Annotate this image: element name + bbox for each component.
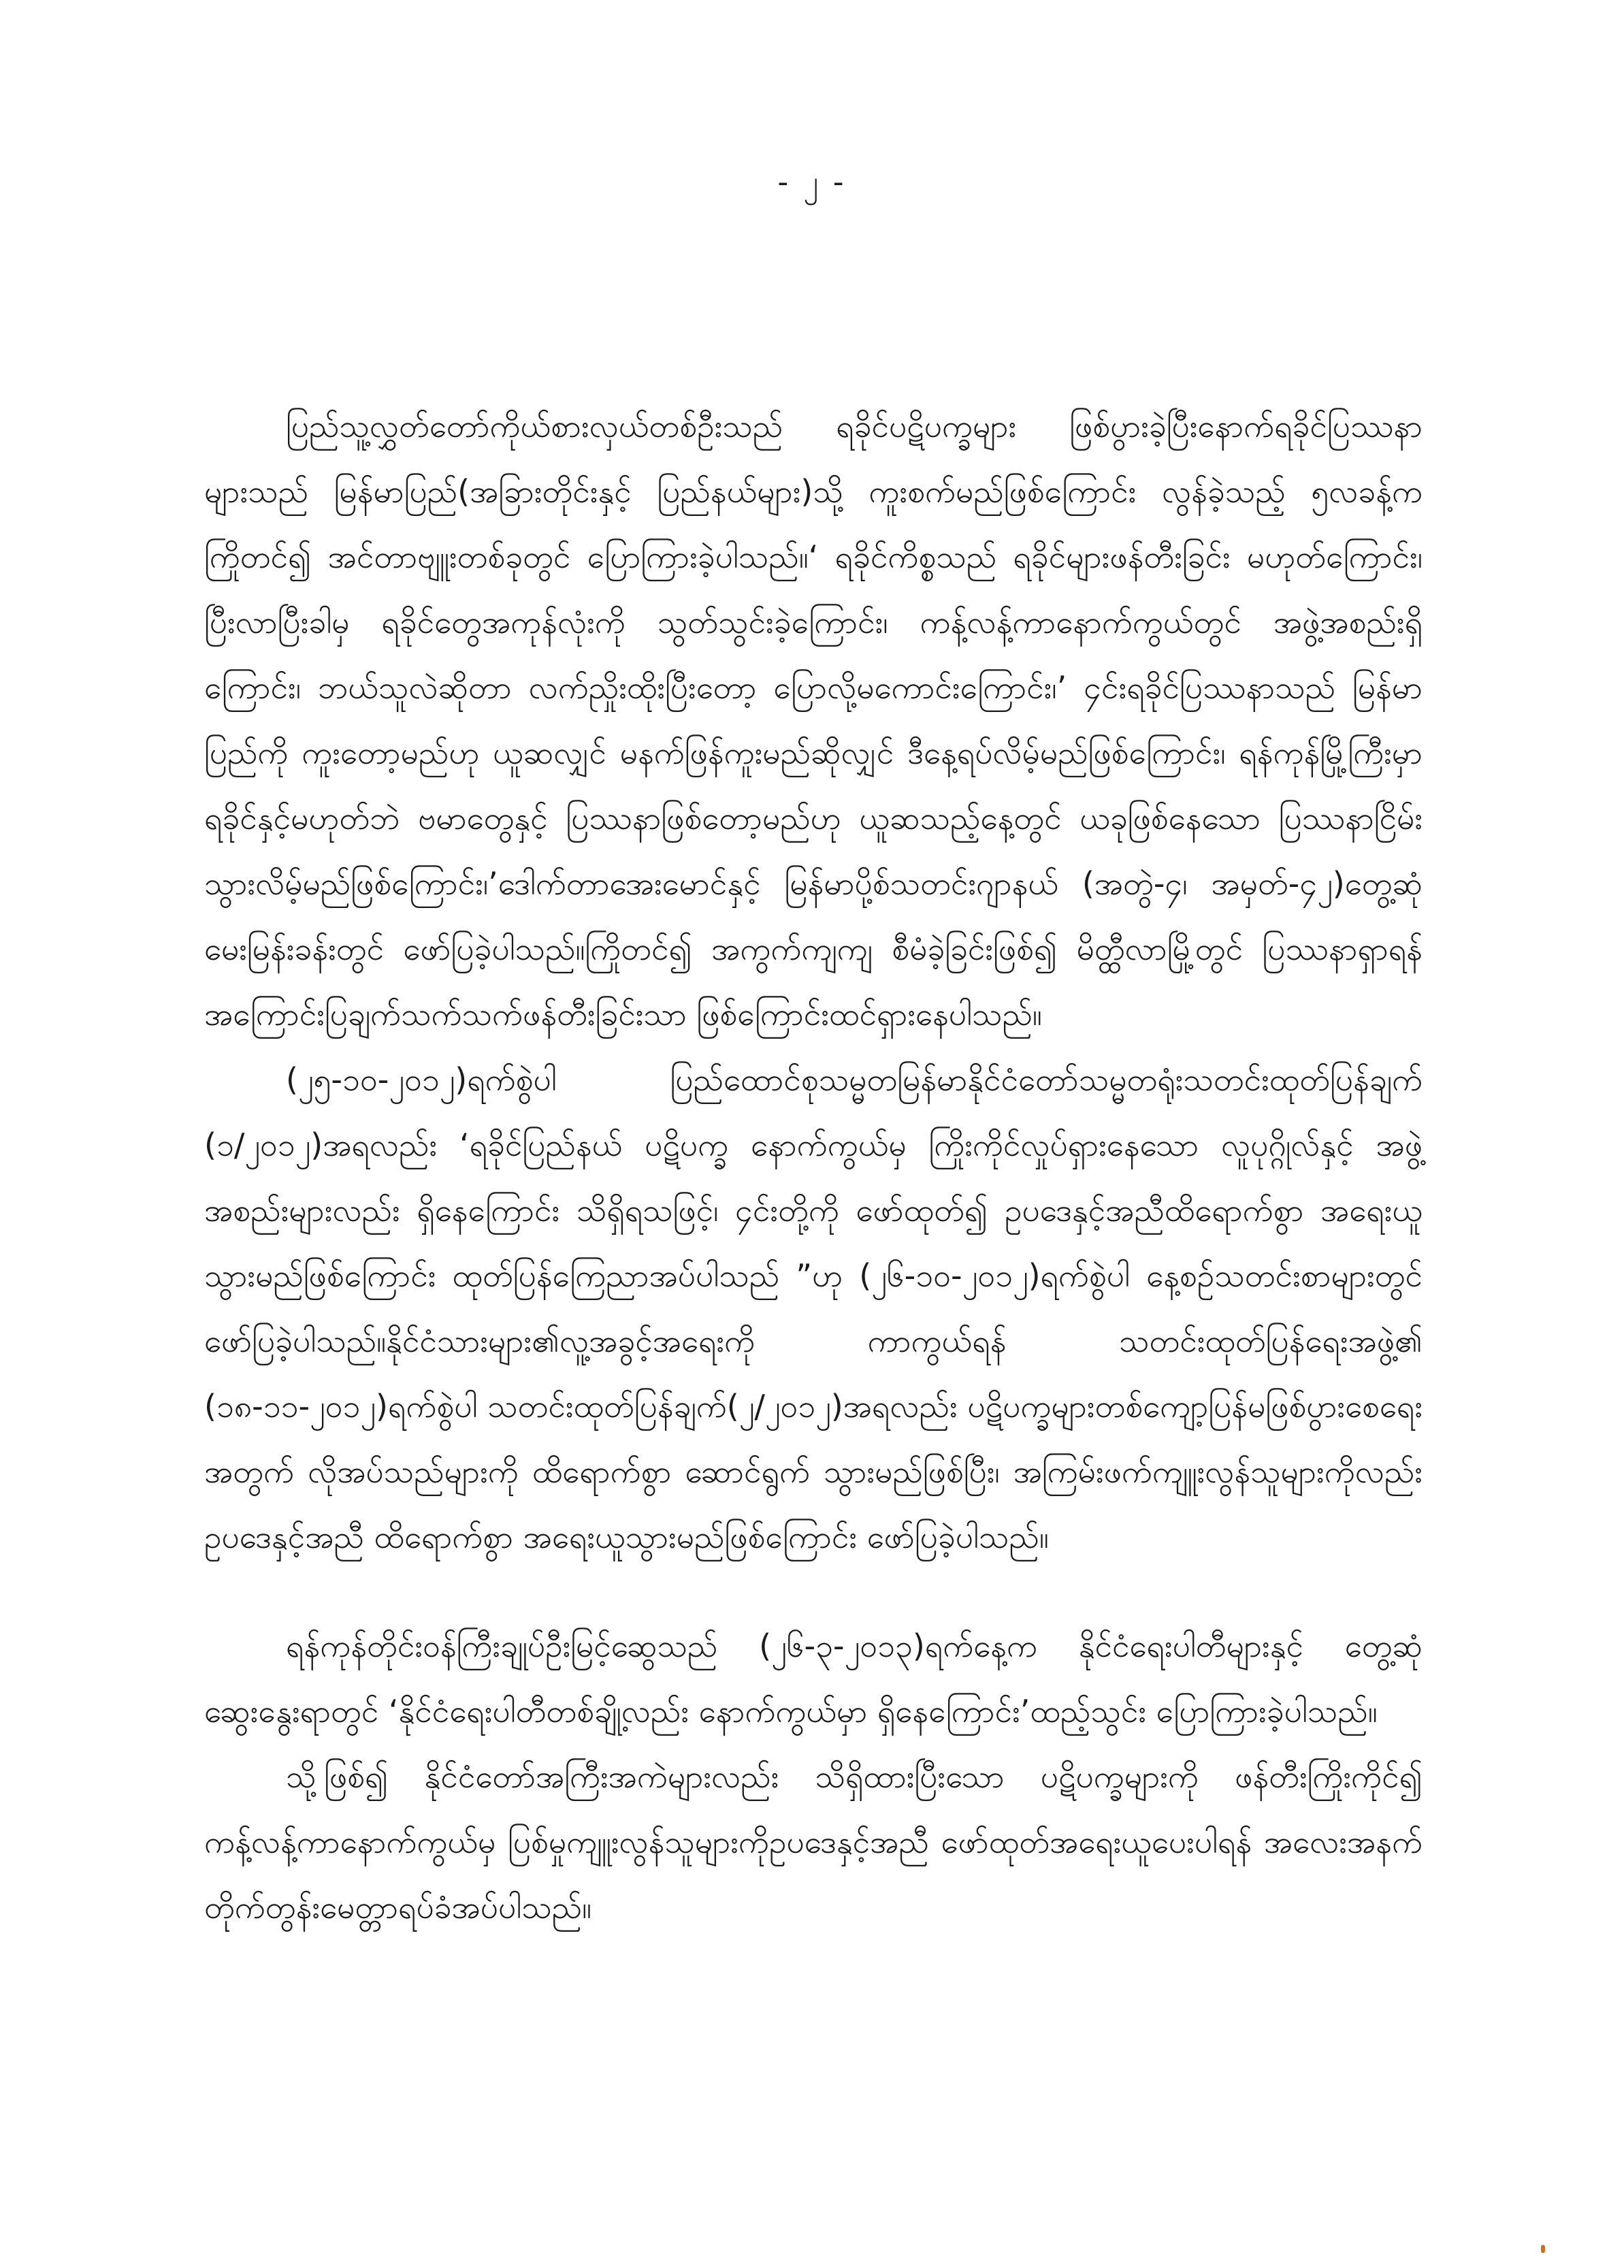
scan-speck-mark (1541, 2245, 1545, 2253)
page-number: - ၂ - (777, 165, 847, 199)
paragraph-1: ပြည်သူ့လွှတ်တော်ကိုယ်စားလှယ်တစ်ဦးသည် ရခိုင်ပဋိပက္ခများ ဖြစ်ပွားခဲ့ပြီးနောက်ရခိုင်ပြဿနာများသည် မြန်မာပြည်(အခြားတိုင်းနှင့် ပြည်နယ်များ)သို့ ကူးစက်မည်ဖြစ်ကြောင်း လွန်ခဲ့သည့် ၅လခန့်က ကြိုတင်၍ အင်တာဗျူးတစ်ခုတွင် ပြောကြားခဲ့ပါသည်။‘ ရခိုင်ကိစ္စသည် ရခိုင်များဖန်တီးခြင်း မဟုတ်ကြောင်း၊ ပြီးလာပြီးခါမှ ရခိုင်တွေအကုန်လုံးကို သွတ်သွင်းခဲ့ကြောင်း၊ ကန့်လန့်ကာနောက်ကွယ်တွင် အဖွဲ့အစည်းရှိကြောင်း၊ ဘယ်သူလဲဆိုတာ လက်ညှိုးထိုးပြီးတော့ ပြောလို့မကောင်းကြောင်း၊’ ၄င်းရခိုင်ပြဿနာသည် မြန်မာပြည်ကို ကူးတော့မည်ဟု ယူဆလျှင် မနက်ဖြန်ကူးမည်ဆိုလျှင် ဒီနေ့ရပ်လိမ့်မည်ဖြစ်ကြောင်း၊ ရန်ကုန်မြို့ကြီးမှာ ရခိုင်နှင့်မဟုတ်ဘဲ ဗမာတွေနှင့် ပြဿနာဖြစ်တော့မည်ဟု ယူဆသည့်နေ့တွင် ယခုဖြစ်နေသော ပြဿနာငြိမ်းသွားလိမ့်မည်ဖြစ်ကြောင်း၊’ဒေါက်တာအေးမောင်နှင့် မြန်မာပို့စ်သတင်းဂျာနယ် (အတွဲ-၄၊ အမှတ်-၄၂)တွေ့ဆုံမေးမြန်းခန်းတွင် ဖော်ပြခဲ့ပါသည်။ကြိုတင်၍ အကွက်ကျကျ စီမံခဲ့ခြင်းဖြစ်၍ မိတ္ထီလာမြို့တွင် ပြဿနာရှာရန် အကြောင်းပြချက်သက်သက်ဖန်တီးခြင်းသာ ဖြစ်ကြောင်းထင်ရှားနေပါသည်။ (204, 408, 1423, 1033)
paragraph-2: (၂၅-၁၀-၂၀၁၂)ရက်စွဲပါ ပြည်ထောင်စုသမ္မတမြန်မာနိုင်ငံတော်သမ္မတရုံးသတင်းထုတ်ပြန်ချက် (၁/၂၀၁၂)အရလည်း ‘ရခိုင်ပြည်နယ် ပဋိပက္ခ နောက်ကွယ်မှ ကြိုးကိုင်လှုပ်ရှားနေသော လူပုဂ္ဂိုလ်နှင့် အဖွဲ့အစည်းများလည်း ရှိနေကြောင်း သိရှိရသဖြင့်၊ ၄င်းတို့ကို ဖော်ထုတ်၍ ဥပဒေနှင့်အညီထိရောက်စွာ အရေးယူသွားမည်ဖြစ်ကြောင်း ထုတ်ပြန်ကြေညာအပ်ပါသည် ”ဟု (၂၆-၁၀-၂၀၁၂)ရက်စွဲပါ နေ့စဉ်သတင်းစာများတွင် ဖော်ပြခဲ့ပါသည်။နိုင်ငံသားများ၏လူ့အခွင့်အရေးကို ကာကွယ်ရန် သတင်းထုတ်ပြန်ရေးအဖွဲ့၏ (၁၈-၁၁-၂၀၁၂)ရက်စွဲပါ သတင်းထုတ်ပြန်ချက်(၂/၂၀၁၂)အရလည်း ပဋိပက္ခများတစ်ကျော့ပြန်မဖြစ်ပွားစေရေးအတွက် လိုအပ်သည်များကို ထိရောက်စွာ ဆောင်ရွက် သွားမည်ဖြစ်ပြီး၊ အကြမ်းဖက်ကျူးလွန်သူများကိုလည်း ဥပဒေနှင့်အညီ ထိရောက်စွာ အရေးယူသွားမည်ဖြစ်ကြောင်း ဖော်ပြခဲ့ပါသည်။ (204, 1061, 1423, 1555)
document-body (204, 393, 1423, 1940)
paragraph-3: ရန်ကုန်တိုင်းဝန်ကြီးချုပ်ဦးမြင့်ဆွေသည် (၂၆-၃-၂၀၁၃)ရက်နေ့က နိုင်ငံရေးပါတီများနှင့် တွေ့ဆုံဆွေးနွေးရာတွင် ‘နိုင်ငံရေးပါတီတစ်ချို့လည်း နောက်ကွယ်မှာ ရှိနေကြောင်း’ထည့်သွင်း ပြောကြားခဲ့ပါသည်။ (204, 1627, 1423, 1730)
paragraph-4: သို့ဖြစ်၍ နိုင်ငံတော်အကြီးအကဲများလည်း သိရှိထားပြီးသော ပဋိပက္ခများကို ဖန်တီးကြိုးကိုင်၍ ကန့်လန့်ကာနောက်ကွယ်မှ ပြစ်မှုကျူးလွန်သူများကိုဥပဒေနှင့်အညီ ဖော်ထုတ်အရေးယူပေးပါရန် အလေးအနက် တိုက်တွန်းမေတ္တာရပ်ခံအပ်ပါသည်။ (204, 1758, 1423, 1926)
